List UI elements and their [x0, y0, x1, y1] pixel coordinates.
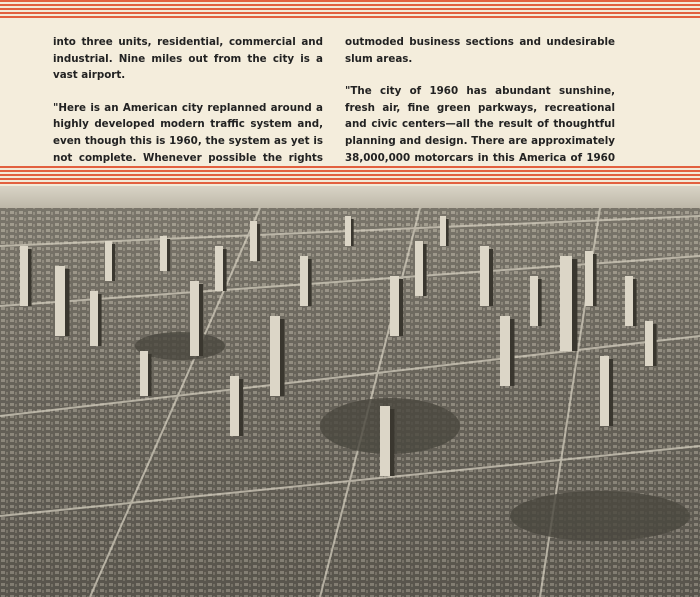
- city-model-illustration: [0, 186, 700, 597]
- right-paragraph-1: outmoded business sections and undesirable slum areas.: [345, 36, 615, 65]
- aerial-city-photo: [0, 186, 700, 597]
- article-text-band: [0, 18, 700, 166]
- middle-decorative-stripes: [0, 166, 700, 186]
- top-decorative-stripes: [0, 0, 700, 18]
- left-paragraph-1: into three units, residential, commercial and industrial. Nine miles out from the city is a vast airport.: [53, 36, 323, 82]
- left-paragraph-2: "Here is an American city replanned around a highly developed modern traffic system and, even though this is 1960, the system as yet is not complete. Whenever possible the rights: [53, 101, 323, 164]
- right-paragraph-2: "The city of 1960 has abundant sunshine, fresh air, fine green parkways, recreational and civic centers—all the result of thoughtful planning and design. There are approximately 38,000,000 motorcars in this America of 1960: [345, 85, 615, 164]
